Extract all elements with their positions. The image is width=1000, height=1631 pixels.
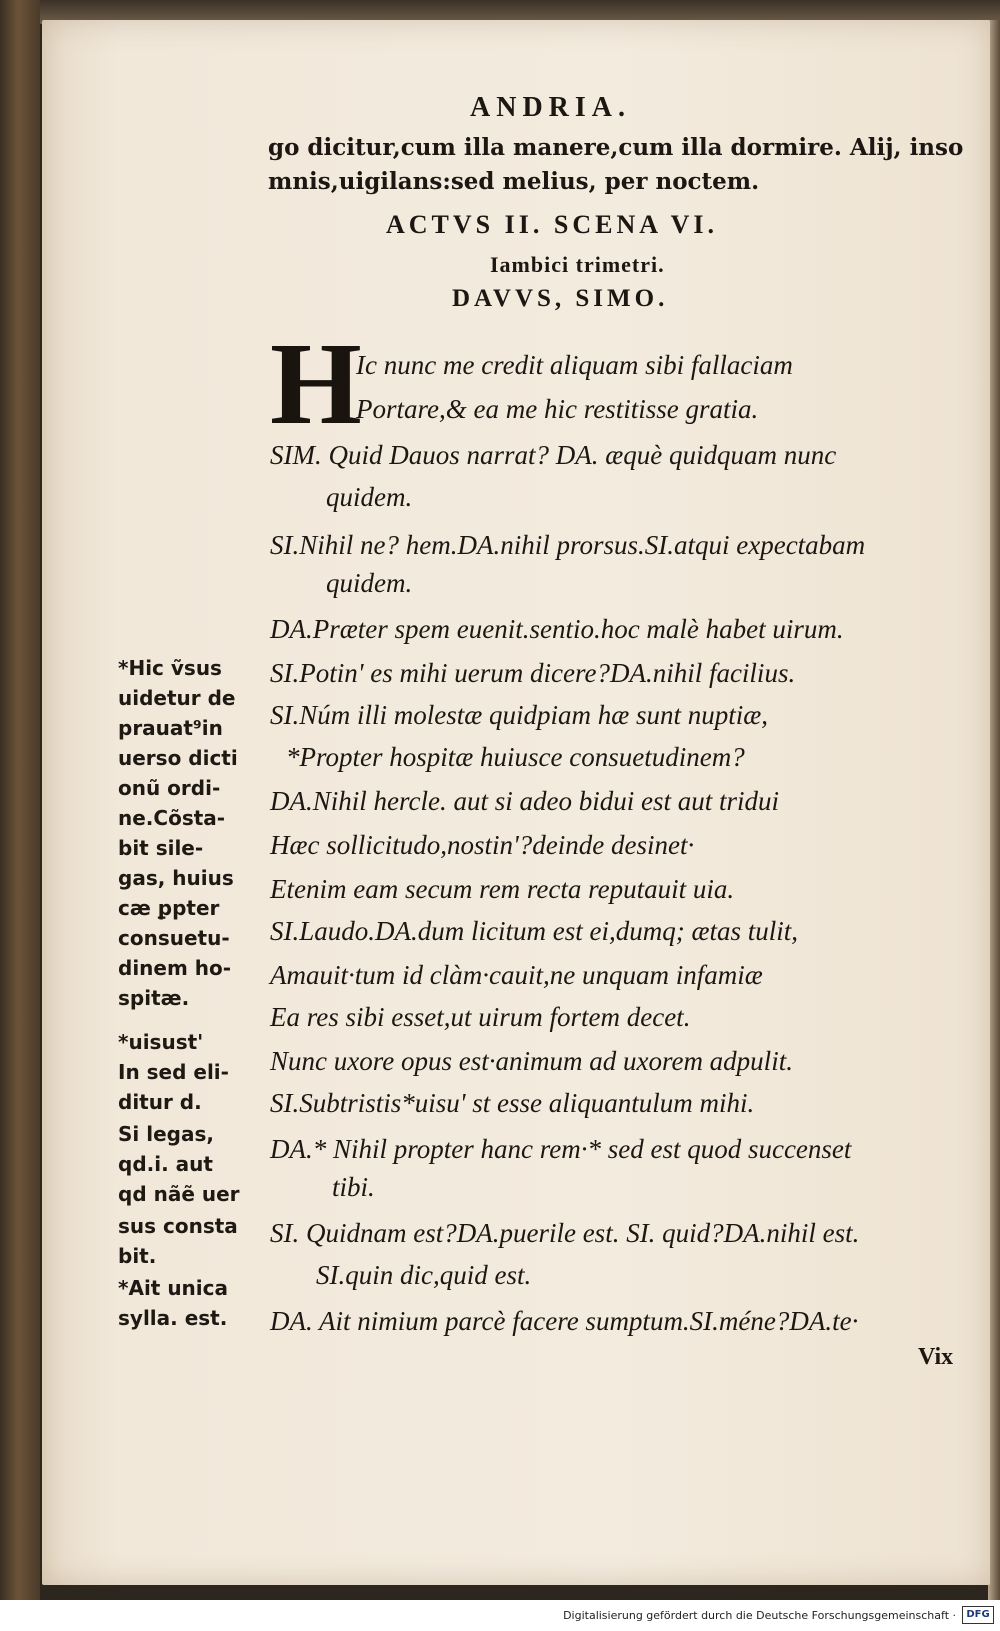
margin-note: In sed eli-	[118, 1060, 229, 1084]
verse-line: quidem.	[326, 482, 413, 512]
margin-note: *Hic ṽsus	[118, 656, 222, 680]
verse-line: SI.Subtristis*uisu' st esse aliquantulum mihi.	[270, 1088, 755, 1118]
verse-line: SIM. Quid Dauos narrat? DA. æquè quidquam nunc	[270, 440, 837, 470]
prose-line: go dicitur,cum illa manere,cum illa dormire. Alij, inso	[268, 134, 964, 161]
margin-note: prauat⁹in	[118, 716, 223, 740]
verse-line: SI.Laudo.DA.dum licitum est ei,dumq; ætas tulit,	[270, 916, 798, 946]
verse-line: *Propter hospitæ huiusce consuetudinem?	[286, 742, 745, 772]
margin-note: sylla. est.	[118, 1306, 228, 1330]
verse-line: DA. Ait nimium parcè facere sumptum.SI.méne?DA.te·	[270, 1306, 859, 1336]
drop-cap: H	[270, 318, 362, 449]
margin-note: onũ ordi-	[118, 776, 221, 800]
margin-note: qd nãẽ uer	[118, 1182, 240, 1206]
margin-note: uidetur de	[118, 686, 236, 710]
margin-note: ditur d.	[118, 1090, 202, 1114]
margin-note: *uisust'	[118, 1030, 204, 1054]
verse-line: Hæc sollicitudo,nostin'?deinde desinet·	[270, 830, 695, 860]
margin-note: dinem ho-	[118, 956, 232, 980]
margin-note: bit sile-	[118, 836, 204, 860]
catchword: Vix	[918, 1344, 954, 1370]
verse-line: DA.* Nihil propter hanc rem·* sed est quod succenset	[270, 1134, 852, 1164]
spine-edge	[0, 0, 40, 1600]
margin-note: gas, huius	[118, 866, 234, 890]
margin-note: *Ait unica	[118, 1276, 228, 1300]
margin-note: uerso dicti	[118, 746, 238, 770]
verse-line: SI.quin dic,quid est.	[316, 1260, 532, 1290]
verse-line: SI.Núm illi molestæ quidpiam hæ sunt nuptiæ,	[270, 700, 769, 730]
verse-line: DA.Nihil hercle. aut si adeo bidui est aut tridui	[270, 786, 779, 816]
verse-line: Nunc uxore opus est·animum ad uxorem adpulit.	[270, 1046, 793, 1076]
margin-note: ne.Cõsta-	[118, 806, 226, 830]
scene-meter: Iambici trimetri.	[490, 252, 665, 277]
margin-note: sus consta	[118, 1214, 238, 1238]
margin-note: consuetu-	[118, 926, 230, 950]
verse-line: tibi.	[332, 1172, 375, 1202]
verse-line: Ea res sibi esset,ut uirum fortem decet.	[270, 1002, 691, 1032]
dfg-logo-icon: DFG	[962, 1606, 994, 1624]
margin-note: spitæ.	[118, 986, 190, 1010]
verse-line: SI.Nihil ne? hem.DA.nihil prorsus.SI.atqui expectabam	[270, 530, 866, 560]
scene-characters: DAVVS, SIMO.	[452, 285, 669, 312]
verse-line: Amauit·tum id clàm·cauit,ne unquam infamiæ	[270, 960, 763, 990]
verse-line: DA.Præter spem euenit.sentio.hoc malè habet uirum.	[270, 614, 844, 644]
verse-line: Portare,& ea me hic restitisse gratia.	[356, 394, 759, 424]
margin-note: bit.	[118, 1244, 157, 1268]
verse-line: SI.Potin' es mihi uerum dicere?DA.nihil facilius.	[270, 658, 796, 688]
footer-credit: Digitalisierung gefördert durch die Deutsche Forschungsgemeinschaft ·	[563, 1609, 956, 1622]
verse-line: Etenim eam secum rem recta reputauit uia.	[270, 874, 735, 904]
verse-line: Ic nunc me credit aliquam sibi fallaciam	[356, 350, 793, 380]
margin-note: cæ ꝑpter	[118, 896, 220, 920]
prose-line: mnis,uigilans:sed melius, per noctem.	[268, 168, 760, 195]
scene-title: ACTVS II. SCENA VI.	[386, 210, 718, 239]
verse-line: quidem.	[326, 568, 413, 598]
margin-note: qd.i. aut	[118, 1152, 213, 1176]
running-head: ANDRIA.	[470, 92, 631, 123]
margin-note: Si legas,	[118, 1122, 214, 1146]
verse-line: SI. Quidnam est?DA.puerile est. SI. quid?DA.nihil est.	[270, 1218, 860, 1248]
